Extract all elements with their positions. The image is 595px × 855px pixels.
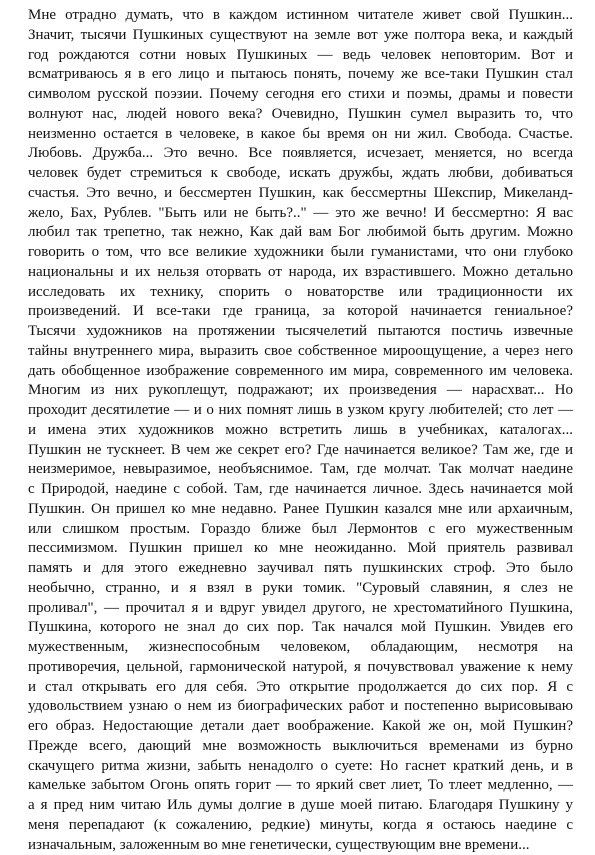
text-line: любил так трепетно, так нежно, Как дай вам Бог любимой быть другим. Можно [28,223,573,243]
text-line: неизмеримое, невыразимое, необъяснимое. Там, где молчат. Так молчат наедине [28,460,573,480]
text-line: Пушкин. Он пришел ко мне недавно. Ранее Пушкин казался мне или архаичным, [28,500,573,520]
text-line: мужественным, жизнеспособным человеком, обладающим, несмотря на [28,638,573,658]
text-line: волнуют нас, людей нового века? Очевидно, Пушкин сумел выразить то, что [28,105,573,125]
text-line: неизменно остается в человеке, в какое бы время он ни жил. Свобода. Счастье. [28,125,573,145]
text-line: камельке забытом Огонь опять горит — то яркий свет лиет, То тлеет медленно, — [28,776,573,796]
text-line: или слишком простым. Гораздо ближе был Лермонтов с его мужественным [28,520,573,540]
text-line: Мне отрадно думать, что в каждом истинном читателе живет свой Пушкин... [28,6,573,26]
text-line: Любовь. Дружба... Это вечно. Все появляется, исчезает, меняется, но всегда [28,144,573,164]
text-line: и имена этих художников можно встретить лишь в учебниках, каталогах... [28,421,573,441]
text-line: Тысячи художников на протяжении тысячелетий пытаются постичь извечные [28,322,573,342]
text-line: проливал", — прочитал я и вдруг увидел другого, не хрестоматийного Пушкина, [28,599,573,619]
text-line: жело, Бах, Рублев. "Быть или не быть?.." — это же вечно! И бессмертно: Я вас [28,204,573,224]
text-line: меня перепадают (к сожалению, редкие) минуты, когда я остаюсь наедине с [28,816,573,836]
text-line: его образ. Недостающие детали дает воображение. Какой же он, мой Пушкин? [28,717,573,737]
text-line: пессимизмом. Пушкин пришел ко мне неожиданно. Мой приятель развивал [28,539,573,559]
document-page [28,6,573,836]
text-line: память и для этого ежедневно заучивал пять пушкинских строф. Это было [28,559,573,579]
text-line: с Природой, наедине с собой. Там, где начинается личное. Здесь начинается мой [28,480,573,500]
text-line: счастья. Это вечно, и бессмертен Пушкин, как бессмертны Шекспир, Микеланд- [28,184,573,204]
text-line: всматриваюсь я в его лицо и пытаюсь понять, почему же все-таки Пушкин стал [28,65,573,85]
text-line: проходит десятилетие — и о них помнят лишь в узком кругу любителей; сто лет — [28,401,573,421]
text-line: противоречия, цельной, гармонической натурой, я почувствовал уважение к нему [28,658,573,678]
text-line: тайны внутреннего мира, выразить свое собственное мироощущение, а через него [28,342,573,362]
text-line: и стал открывать его для себя. Это открытие продолжается до сих пор. Я с [28,678,573,698]
text-line: исследовать их технику, спорить о новаторстве или традиционности их [28,283,573,303]
text-line: скачущего ритма жизни, забыть ненадолго о суете: Но гаснет краткий день, и в [28,757,573,777]
text-line: дать обобщенное изображение современного им мира, современного им человека. [28,362,573,382]
text-line: национальны и их нельзя оторвать от народа, их взрастившего. Можно детально [28,263,573,283]
text-line: произведений. И все-таки где граница, за которой начинается гениальное? [28,302,573,322]
text-line: символом русской поэзии. Почему сегодня его стихи и поэмы, драмы и повести [28,85,573,105]
text-line: Значит, тысячи Пушкиных существуют на земле вот уже полтора века, и каждый [28,26,573,46]
essay-text [28,6,573,855]
text-line: изначальным, заложенным во мне генетически, существующим вне времени... [28,836,573,855]
text-line: необычно, странно, и я взял в руки томик. "Суровый славянин, я слез не [28,579,573,599]
text-line: год рождаются сотни новых Пушкиных — ведь человек неповторим. Вот и [28,46,573,66]
text-line: Многим из них рукоплещут, подражают; их произведения — нарасхват... Но [28,381,573,401]
text-line: Пушкина, которого не знал до сих пор. Так начался мой Пушкин. Увидев его [28,618,573,638]
text-line: человек будет стремиться к свободе, искать дружбы, ждать любви, добиваться [28,164,573,184]
text-line: Пушкин не тускнеет. В чем же секрет его? Где начинается великое? Там же, где и [28,441,573,461]
text-line: удовольствием узнаю о нем из биографических работ и постепенно вырисовываю [28,697,573,717]
text-line: а я пред ним читаю Иль думы долгие в душе моей питаю. Благодаря Пушкину у [28,796,573,816]
text-line: Прежде всего, дающий мне возможность выключиться временами из бурно [28,737,573,757]
text-line: говорить о том, что все великие художники были гуманистами, что они глубоко [28,243,573,263]
